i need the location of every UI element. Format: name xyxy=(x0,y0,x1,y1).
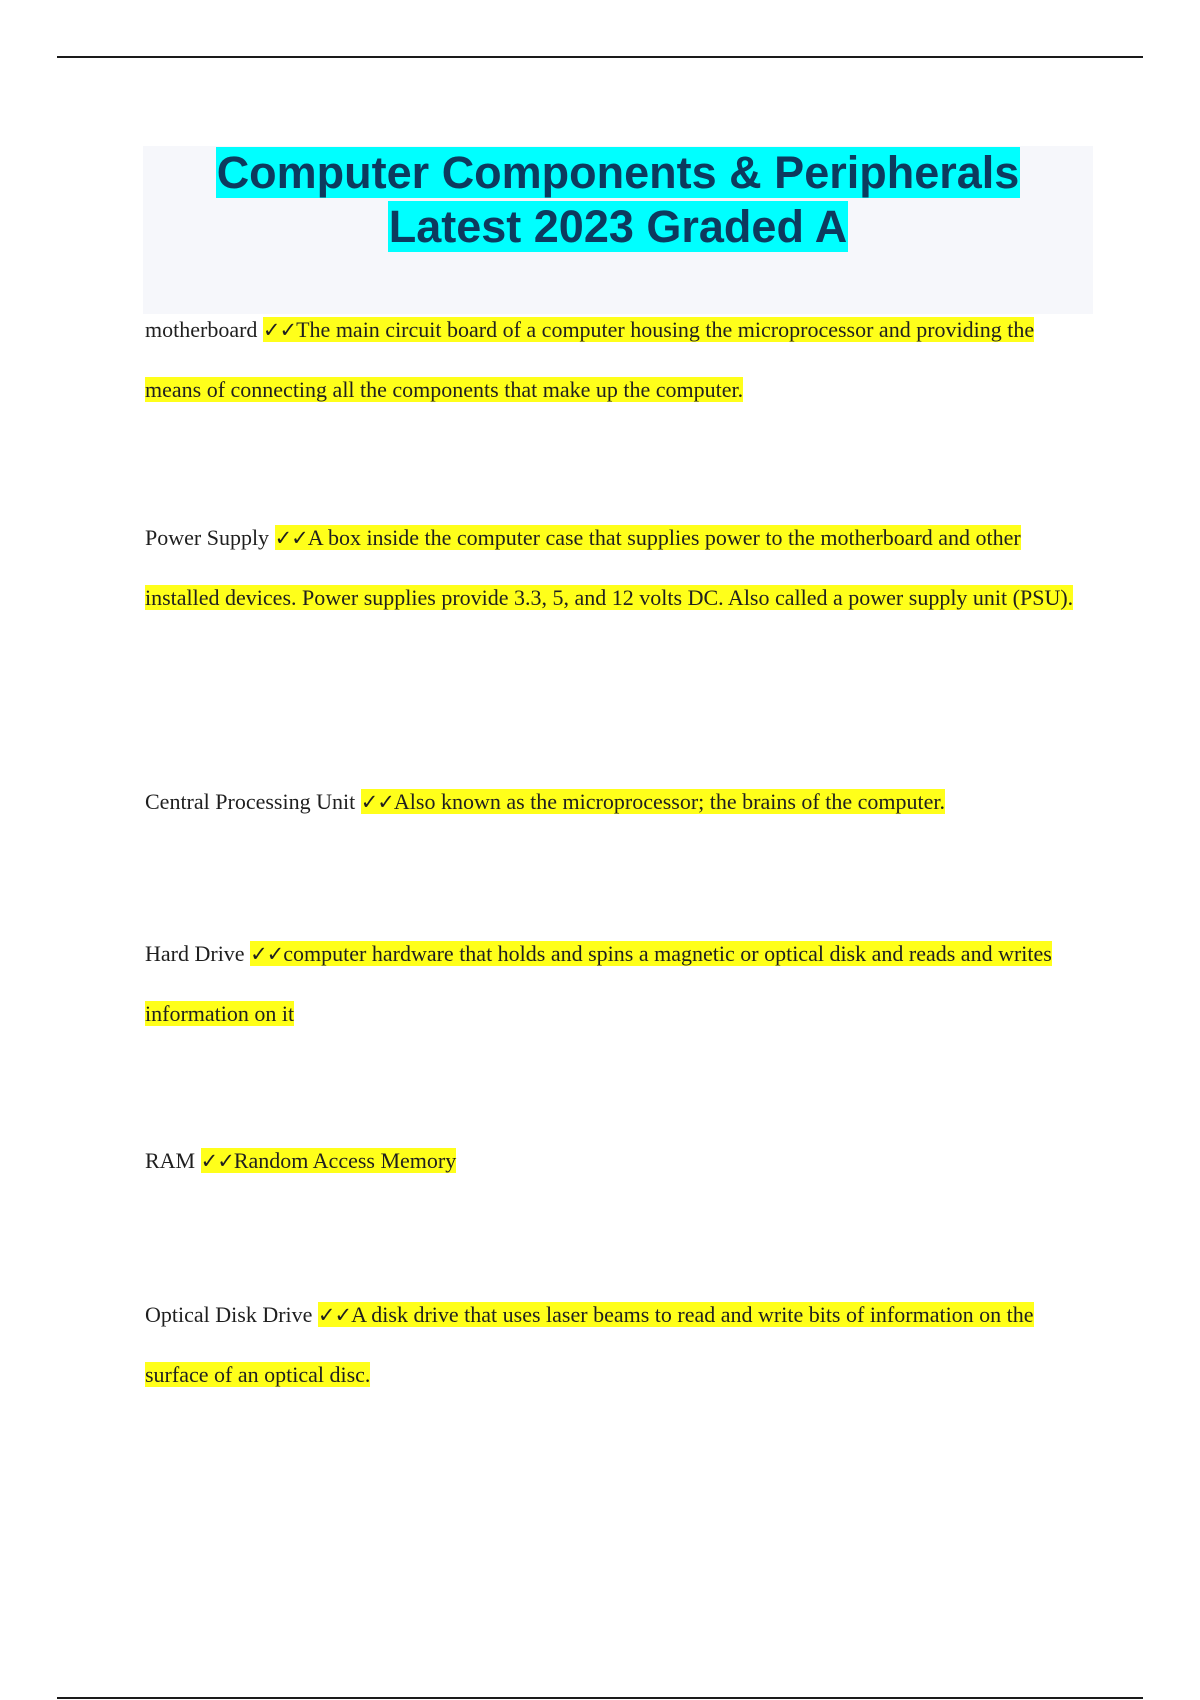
entry-hard-drive xyxy=(145,924,1085,1043)
check-mark-icon: ✓✓ xyxy=(250,942,284,966)
entry-term: Power Supply xyxy=(145,525,270,550)
entry-definition: ✓✓The main circuit board of a computer housing the microprocessor and providing the means of connecting all the components that make up the computer. xyxy=(145,317,1035,402)
entry-term: Optical Disk Drive xyxy=(145,1302,313,1327)
entry-term: Central Processing Unit xyxy=(145,789,356,814)
entry-term: Hard Drive xyxy=(145,941,245,966)
check-mark-icon: ✓✓ xyxy=(200,1149,234,1173)
entry-motherboard xyxy=(145,300,1085,419)
entry-definition: ✓✓Also known as the microprocessor; the brains of the computer. xyxy=(360,789,946,814)
entry-definition: ✓✓A box inside the computer case that supplies power to the motherboard and other installed devices. Power supplies provide 3.3, 5, and 12 volts DC. Also called a power supply unit (PSU). xyxy=(145,525,1074,610)
document-title-line-1: Computer Components & Peripherals xyxy=(216,147,1020,198)
entry-term: motherboard xyxy=(145,317,258,342)
check-mark-icon: ✓✓ xyxy=(262,318,297,342)
entry-central-processing-unit xyxy=(145,772,1085,832)
entry-definition: ✓✓computer hardware that holds and spins a magnetic or optical disk and reads and writes information on it xyxy=(145,941,1052,1026)
check-mark-icon: ✓✓ xyxy=(274,526,308,550)
entry-definition: ✓✓A disk drive that uses laser beams to read and write bits of information on the surface of an optical disc. xyxy=(145,1302,1034,1387)
entry-term: RAM xyxy=(145,1148,196,1173)
entry-ram xyxy=(145,1131,1085,1191)
entry-definition: ✓✓Random Access Memory xyxy=(200,1148,457,1173)
entry-optical-disk-drive xyxy=(145,1285,1085,1404)
top-rule xyxy=(57,56,1143,58)
check-mark-icon: ✓✓ xyxy=(317,1303,352,1327)
document-title-line-2: Latest 2023 Graded A xyxy=(388,201,848,252)
check-mark-icon: ✓✓ xyxy=(360,790,394,814)
bottom-rule xyxy=(57,1697,1143,1699)
title-block xyxy=(143,146,1093,314)
entry-power-supply xyxy=(145,508,1085,627)
